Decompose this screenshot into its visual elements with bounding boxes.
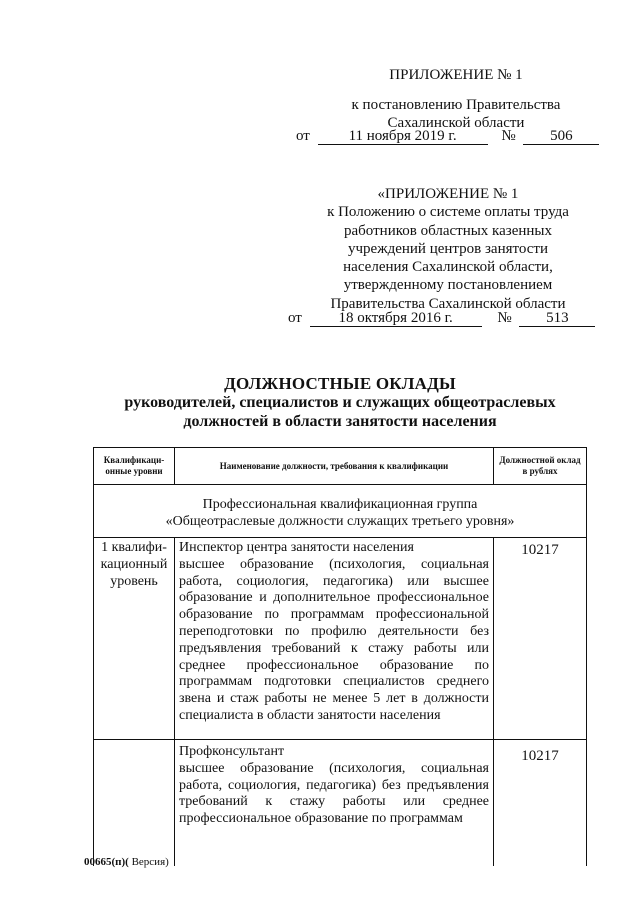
title-sub-2: должностей в области занятости населения — [183, 413, 497, 430]
appendix-title-2: «ПРИЛОЖЕНИЕ № 1 — [377, 186, 519, 202]
position-name: Профконсультант — [179, 744, 285, 759]
title-sub-1: руководителей, специалистов и служащих общеотраслевых — [124, 394, 556, 411]
appendix2-line: работников областных казенных — [344, 222, 552, 239]
document-title — [60, 374, 620, 431]
appendix-header-2 — [310, 185, 586, 313]
from-label: от — [288, 310, 302, 326]
header-salary: Должностной оклад в рублях — [499, 455, 581, 476]
number-label: № — [497, 310, 512, 326]
appendix-line-2: Сахалинской области — [387, 115, 525, 131]
qualification-group-row — [94, 485, 586, 538]
group-line-1: Профессиональная квалификационная группа — [202, 497, 478, 512]
position-requirements: высшее образование (психология, социальная работа, социология, педагогика) или высшее образование и дополнительное профессиональное образование по программам профессиональной переподготовки по профилю деятельности без предъявления требований к стажу работы или среднее профессиональное образование по программам подготовки специалистов среднего звена и стаж работы не менее 5 лет в должности специалиста в области занятости населения — [179, 556, 489, 723]
appendix-header-1 — [340, 66, 572, 132]
document-footer — [84, 856, 169, 868]
document-version: Версия) — [128, 856, 169, 868]
position-requirements: высшее образование (психология, социальная работа, социология, педагогика) без предъявления требований к стажу работы или среднее профессиональное образование по программам — [179, 760, 489, 827]
appendix-title-1: ПРИЛОЖЕНИЕ № 1 — [389, 67, 523, 83]
qualification-group — [94, 492, 586, 530]
header-qualification-levels: Квалификаци-онные уровни — [94, 448, 175, 484]
appendix2-line: Правительства Сахалинской области — [330, 295, 566, 312]
header-position-requirements: Наименование должности, требования к квалификации — [175, 448, 494, 484]
table-row — [94, 538, 586, 740]
salary-value: 10217 — [521, 542, 559, 558]
appendix2-line: населения Сахалинской области, — [343, 259, 553, 276]
appendix2-line: утвержденному постановлением — [343, 277, 553, 294]
appendix2-line: к Положению о системе оплаты труда — [327, 204, 569, 221]
qualification-level — [94, 740, 175, 866]
appendix2-line: учреждений центров занятости — [348, 240, 548, 257]
title-main: ДОЛЖНОСТНЫЕ ОКЛАДЫ — [224, 374, 456, 393]
table-row — [94, 740, 586, 866]
appendix-line-1: к постановлению Правительства — [351, 97, 561, 113]
position-name: Инспектор центра занятости населения — [179, 540, 414, 555]
qualification-level: 1 квалифи-кационный уровень — [94, 538, 175, 739]
group-line-2: «Общеотраслевые должности служащих третьего уровня» — [165, 514, 515, 529]
decree-number: 506 — [523, 128, 599, 145]
appendix-date-line-2 — [288, 310, 590, 327]
appendix-date-line-1 — [296, 128, 608, 145]
from-label: от — [296, 128, 310, 144]
number-label: № — [501, 128, 516, 144]
salary-table — [93, 447, 587, 866]
decree-date: 11 ноября 2019 г. — [318, 128, 488, 145]
regulation-number: 513 — [519, 310, 595, 327]
document-code: 00665(п)( — [84, 856, 129, 868]
salary-value: 10217 — [521, 748, 559, 764]
table-header-row — [94, 448, 586, 485]
regulation-date: 18 октября 2016 г. — [310, 310, 482, 327]
position-cell — [175, 740, 494, 866]
position-cell — [175, 538, 494, 739]
